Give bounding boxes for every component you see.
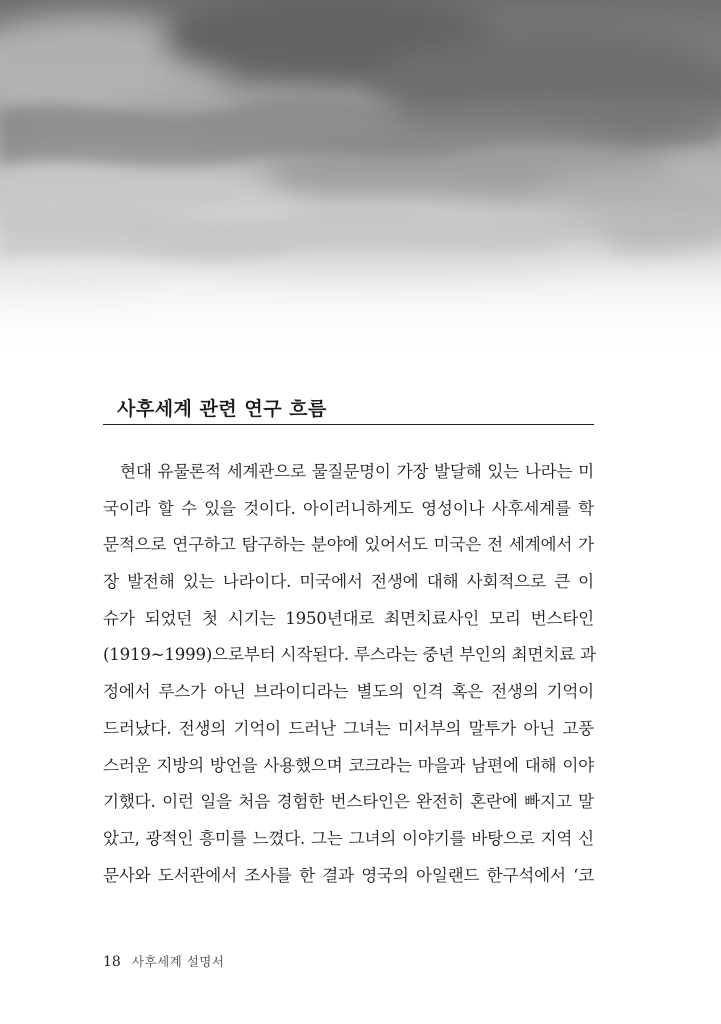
body-paragraph [103,454,594,894]
page-number: 18 [103,954,121,970]
body-line: 현대 유물론적 세계관으로 물질문명이 가장 발달해 있는 나라는 미 [120,462,594,481]
body-line: (1919~1999)으로부터 시작된다. 루스라는 중년 부인의 최면치료 과 [103,645,596,665]
body-line: 장 발전해 있는 나라이다. 미국에서 전생에 대해 사회적으로 큰 이 [103,572,594,592]
page-footer [103,951,224,970]
body-line: 슈가 되었던 첫 시기는 1950년대로 최면치료사인 모리 번스타인 [103,608,594,628]
body-line: 드러났다. 전생의 기억이 드러난 그녀는 미서부의 말투가 아닌 고풍 [103,718,594,738]
title-underline [103,424,594,425]
running-book-title: 사후세계 설명서 [131,954,225,969]
body-line: 국이라 할 수 있을 것이다. 아이러니하게도 영성이나 사후세계를 학 [103,498,594,518]
body-line: 기했다. 이런 일을 처음 경험한 번스타인은 완전히 혼란에 빠지고 말 [103,792,594,812]
body-line: 스러운 지방의 방언을 사용했으며 코크라는 마을과 남편에 대해 이야 [103,755,594,775]
body-line: 문적으로 연구하고 탐구하는 분야에 있어서도 미국은 전 세계에서 가 [103,535,594,555]
ink-wash-header-image [0,0,721,360]
body-line: 았고, 광적인 흥미를 느꼈다. 그는 그녀의 이야기를 바탕으로 지역 신 [103,828,594,848]
body-line: 정에서 루스가 아닌 브라이디라는 별도의 인격 혹은 전생의 기억이 [103,682,594,702]
body-line: 문사와 도서관에서 조사를 한 결과 영국의 아일랜드 한구석에서 ‘코 [103,865,594,885]
section-title: 사후세계 관련 연구 흐름 [117,398,327,420]
